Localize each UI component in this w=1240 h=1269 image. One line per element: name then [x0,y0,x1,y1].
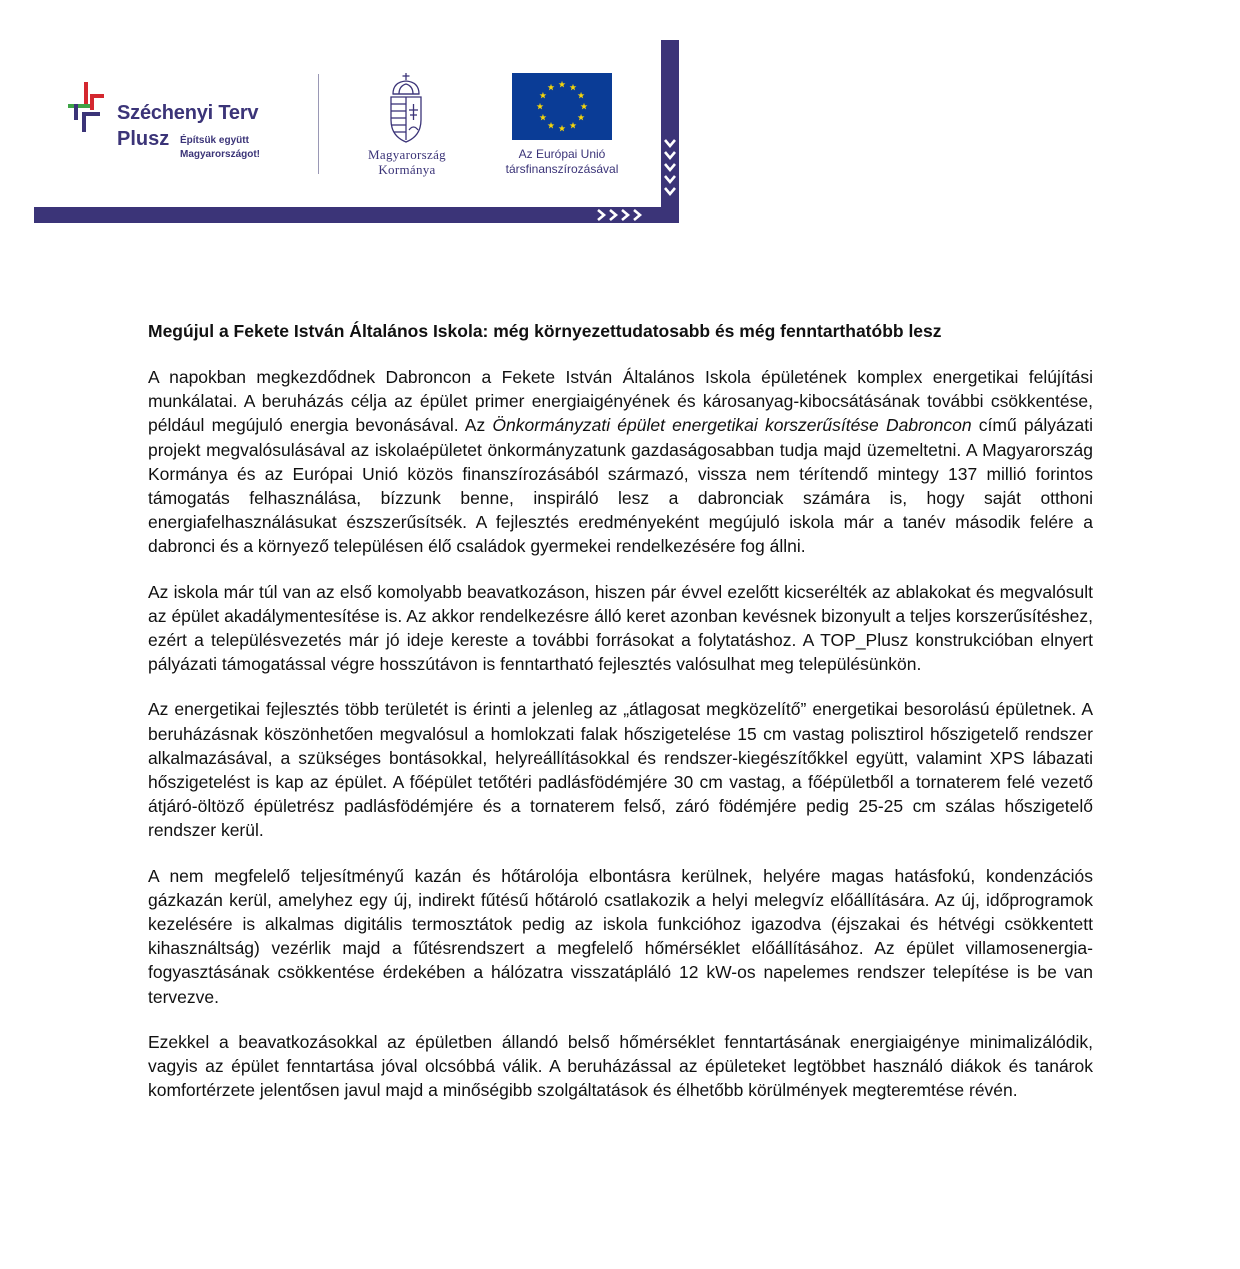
paragraph-4: A nem megfelelő teljesítményű kazán és hőtárolója elbontásra kerülnek, helyére magas hatásfokú, kondenzációs gázkazán kerül, amelyhez egy új, indirekt fűtésű hőtároló csatlakozik a helyi melegvíz előállítására. Az új, időprogramok kezelésére is alkalmas digitális termosztátok pedig az iskola funkcióhoz igazodva (éjszakai és hétvégi csökkentett kihasználtság) vezérlik majd a fűtésrendszert a megfelelő hőmérséklet előállításához. Az épület villamosenergia-fogyasztásának csökkentése érdekében a hálózatra visszatápláló 12 kW-os napelemes rendszer telepítése is be van tervezve. [148,865,1093,1007]
slogan-line-1: Építsük együtt [180,135,249,146]
document-title: Megújul a Fekete István Általános Iskola: még környezettudatosabb és még fenntarthatóbb lesz [148,321,942,341]
paragraph-1-part-a: A napokban megkezdődnek Dabroncon a Fekete István Általános Iskola épületének komplex energetikai felújítási munkálatai. A beruházás célja az épület primer energiaigényének és károsanyag-kibocsátásának további csökkentése, például megújuló energia bevonásával. Az [148,367,1093,436]
eu-line-1: Az Európai Unió [518,147,606,161]
eu-flag-icon [512,73,612,140]
paragraph-2: Az iskola már túl van az első komolyabb beavatkozáson, hiszen pár évvel ezelőtt kicserélték az ablakokat és megvalósult az épület akadálymentesítése is. Az akkor rendelkezésre álló keret azonban kevésnek bizonyult a teljes korszerűsítéshez, ezért a településvezetés már jó ideje kereste a további forrásokat a folytatáshoz. A TOP_Plusz konstrukcióban elnyert pályázati támogatással végre hosszútávon is fenntartható fejlesztés valósulhat meg településünkön. [148,581,1093,675]
szechenyi-plusz: Plusz [117,128,170,150]
szechenyi-title: Széchenyi Terv [117,102,259,124]
paragraph-3: Az energetikai fejlesztés több területét is érinti a jelenleg az „átlagosat megközelítő” energetikai besorolású épületnek. A beruházásnak köszönhetően megvalósul a homlokzati falak hőszigetelése 15 cm vastag polisztirol hőszigetelő rendszer alkalmazásával, a szükséges bontásokkal, helyreállításokkal és rendszer-kiegészítőkkel együtt, valamint XPS lábazati hőszigetelést is kap az épület. A főépület tetőtéri padlásfödémjére 30 cm vastag, a főépületből a tornaterem felé vezető átjáró-öltöző épületrész padlásfödémjére és a tornaterem felső, záró födémjére pedig 25-25 cm szálas hőszigetelő rendszer kerül. [148,699,1093,841]
eu-line-2: társfinanszírozásával [505,162,619,176]
paragraph-1-part-b: című pályázati projekt megvalósulásával az iskolaépületet önkormányzatunk gazdaságosabban tudja majd üzemeltetni. A Magyarország Kormánya és az Európai Unió közös finanszírozásából származó, vissza nem térítendő mintegy 137 millió forintos támogatás felhasználása, bízzunk benne, inspiráló lesz a dabronciak számára is, hogy saját otthoni energiafelhasználásukat észszerűsítsék. A fejlesztés eredményeként megújuló iskola már a tanév második felére a dabronci és a környező településen élő családok gyermekei rendelkezésére fog állni. [148,415,1094,557]
project-title-italic: Önkormányzati épület energetikai korszerűsítése Dabroncon [492,415,972,436]
header-banner [0,0,700,230]
szechenyi-plus-icon [66,82,106,132]
logo-divider [318,74,319,174]
coat-of-arms-icon [384,72,428,144]
paragraph-5: Ezekkel a beavatkozásokkal az épületben állandó belső hőmérséklet fenntartásának energiaigénye minimalizálódik, vagyis az épület fenntartása jóval olcsóbbá válik. A beruházással az épületeket legtöbbet használó diákok és tanárok komfortérzete jelentősen javul majd a minőségibb szolgáltatások és élhetőbb körülmények megteremtése révén. [148,1031,1093,1101]
slogan-line-2: Magyarországot! [180,149,261,160]
document-body [148,319,1093,1123]
banner-bottom-bar [34,207,679,223]
paragraph-1 [148,365,1093,559]
chevron-down-icon [662,138,678,198]
government-name [340,147,474,177]
eu-cofinancing-text [486,147,638,177]
chevron-right-icon [596,208,646,222]
government-line-2: Kormánya [378,162,436,177]
government-line-1: Magyarország [368,147,446,162]
szechenyi-slogan [180,134,300,162]
